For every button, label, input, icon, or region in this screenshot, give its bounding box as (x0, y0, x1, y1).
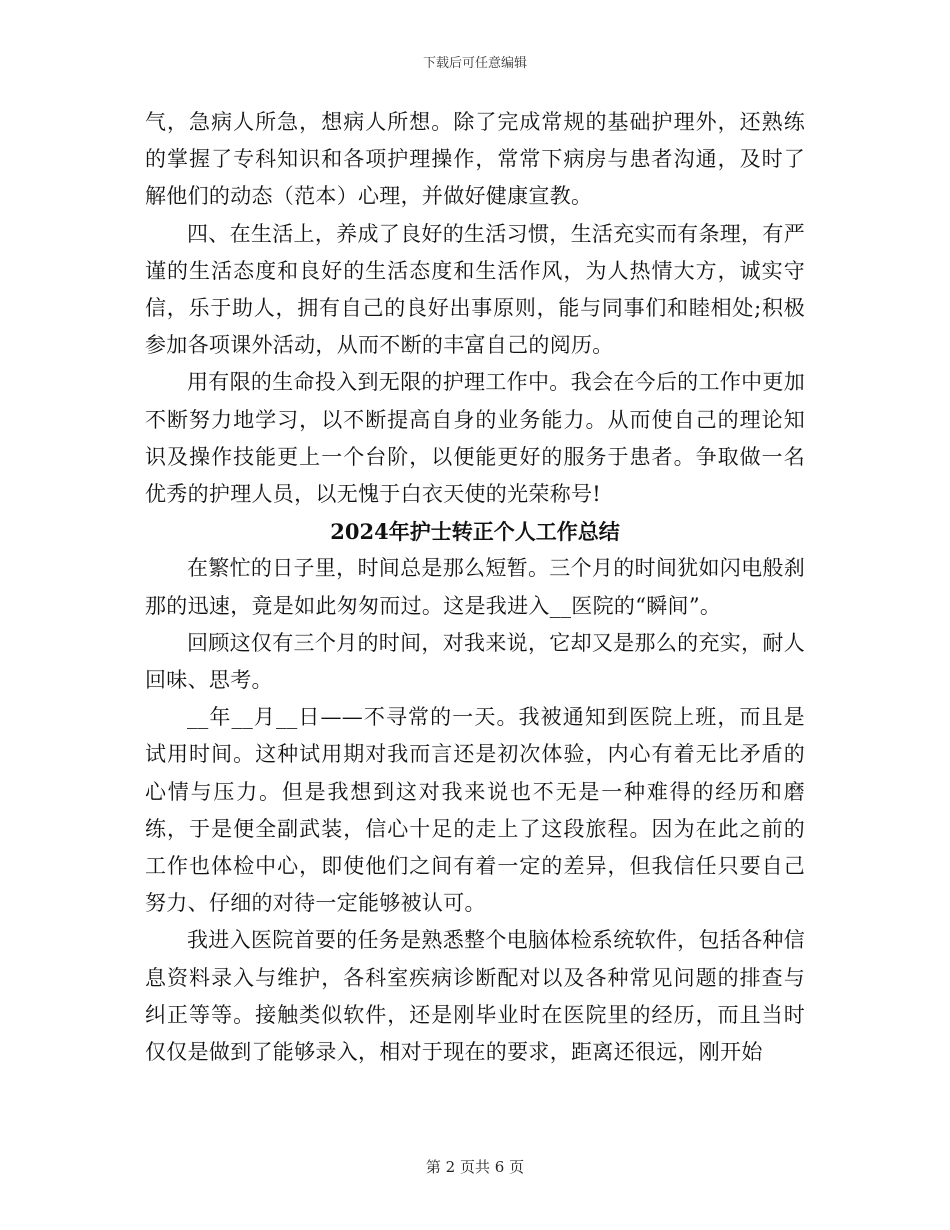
paragraph-closing: 用有限的生命投入到无限的护理工作中。我会在今后的工作中更加不断努力地学习，以不断提高自身的业务能力。从而使自己的理论知识及操作技能更上一个台阶，以便能更好的服务于患者。争取做一名优秀的护理人员，以无愧于白衣天使的光荣称号! (145, 370, 805, 507)
paragraph-life: 四、在生活上，养成了良好的生活习惯，生活充实而有条理，有严谨的生活态度和良好的生活态度和生活作风，为人热情大方，诚实守信，乐于助人，拥有自己的良好出事原则，能与同事们和睦相处;积极参加各项课外活动，从而不断的丰富自己的阅历。 (145, 221, 805, 358)
page-header: 下载后可任意编辑 (422, 56, 527, 71)
paragraph-review: 回顾这仅有三个月的时间，对我来说，它却又是那么的充实，耐人回味、思考。 (145, 630, 805, 693)
section-title: 2024年护士转正个人工作总结 (330, 519, 620, 545)
page-number: 第 2 页共 6 页 (425, 1158, 525, 1176)
paragraph-first-task: 我进入医院首要的任务是熟悉整个电脑体检系统软件，包括各种信息资料录入与维护，各科室疾病诊断配对以及各种常见问题的排查与纠正等等。接触类似软件，还是刚毕业时在医院里的经历，而且当时仅仅是做到了能够录入，相对于现在的要求，距离还很远，刚开始 (145, 928, 805, 1065)
paragraph-continued: 气，急病人所急，想病人所想。除了完成常规的基础护理外，还熟练的掌握了专科知识和各项护理操作，常常下病房与患者沟通，及时了解他们的动态（范本）心理，并做好健康宣教。 (145, 110, 805, 209)
paragraph-busy-days: 在繁忙的日子里，时间总是那么短暂。三个月的时间犹如闪电般刹那的迅速，竟是如此匆匆而过。这是我进入__医院的“瞬间”。 (145, 556, 805, 618)
paragraph-first-day: __年__月__日——不寻常的一天。我被通知到医院上班，而且是试用时间。这种试用期对我而言还是初次体验，内心有着无比矛盾的心情与压力。但是我想到这对我来说也不无是一种难得的经历和磨练，于是便全副武装，信心十足的走上了这段旅程。因为在此之前的工作也体检中心，即使他们之间有着一定的差异，但我信任只要自己努力、仔细的对待一定能够被认可。 (145, 705, 805, 916)
document-body (145, 104, 805, 1071)
